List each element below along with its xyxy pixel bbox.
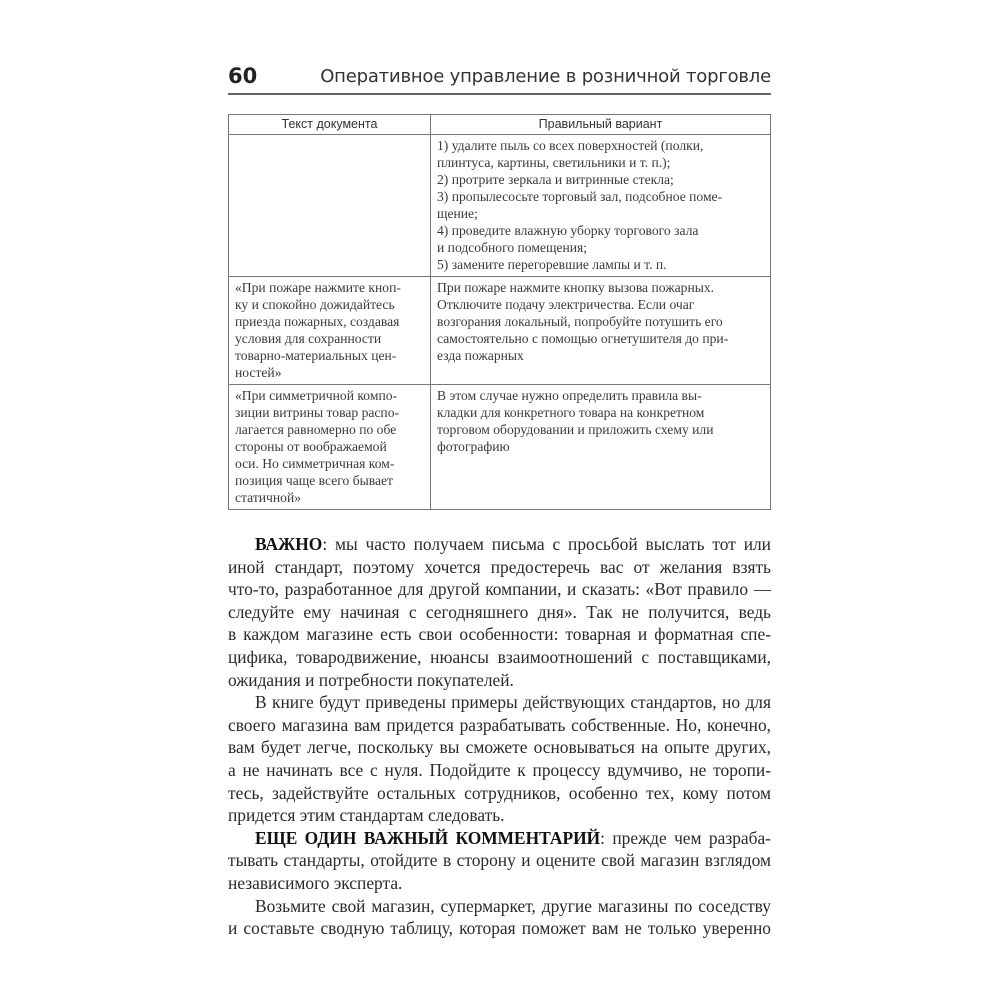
text-line: цифика, товародвижение, нюансы взаимоотношений с поставщиками, xyxy=(228,646,771,667)
text-line: в каждом магазине есть свои особенности: товарная и форматная спе- xyxy=(228,624,771,645)
cell-line: «При симметричной компо- xyxy=(235,388,398,403)
paragraph-important xyxy=(228,533,771,691)
cell-line: торговом оборудовании и приложить схему или xyxy=(437,422,714,437)
document-text-cell xyxy=(229,277,431,385)
cell-line: «При пожаре нажмите кноп- xyxy=(235,280,401,295)
cell-line: самостоятельно с помощью огнетушителя до при- xyxy=(437,331,729,346)
cell-line: 3) пропылесосьте торговый зал, подсобное поме- xyxy=(437,189,723,204)
paragraph-store-table xyxy=(228,895,771,940)
cell-line: стороны от воображаемой xyxy=(235,439,387,454)
cell-line: 5) замените перегоревшие лампы и т. п. xyxy=(437,257,667,272)
cell-line: кладки для конкретного товара на конкретном xyxy=(437,405,705,420)
bold-lead: ЕЩЕ ОДИН ВАЖНЫЙ КОММЕНТАРИЙ xyxy=(255,827,601,848)
text-line: что-то, разработанное для другой компании, и сказать: «Вот правило — xyxy=(228,579,771,600)
text-line: ожидания и потребности покупателей. xyxy=(228,669,514,690)
cell-line: позиция чаще всего бывает xyxy=(235,473,393,488)
correct-variant-cell xyxy=(431,135,771,277)
paragraph-examples xyxy=(228,691,771,827)
running-title: Оперативное управление в розничной торговле xyxy=(320,66,771,87)
text-line xyxy=(228,827,771,850)
cell-line: 4) проведите влажную уборку торгового зала xyxy=(437,223,699,238)
cell-line: возгорания локальный, попробуйте потушить его xyxy=(437,314,723,329)
page-number: 60 xyxy=(228,64,258,88)
column-header: Текст документа xyxy=(229,115,431,135)
cell-line: оси. Но симметричная ком- xyxy=(235,456,395,471)
document-text-cell xyxy=(229,135,431,277)
table-row xyxy=(229,385,771,510)
cell-line: и подсобного помещения; xyxy=(437,240,588,255)
cell-line: плинтуса, картины, светильники и т. п.); xyxy=(437,155,671,170)
cell-line: зиции витрины товар распо- xyxy=(235,405,400,420)
cell-line: Отключите подачу электричества. Если очаг xyxy=(437,297,695,312)
cell-line: 1) удалите пыль со всех поверхностей (полки, xyxy=(437,138,704,153)
table-row xyxy=(229,135,771,277)
cell-line: езда пожарных xyxy=(437,348,524,363)
paragraph-comment xyxy=(228,827,771,895)
table-header-row xyxy=(229,115,771,135)
text-line: вам будет легче, поскольку вы сможете основываться на опыте других, xyxy=(228,737,771,758)
text-line: и составьте сводную таблицу, которая поможет вам не только уверенно xyxy=(228,918,771,939)
cell-line: При пожаре нажмите кнопку вызова пожарных. xyxy=(437,280,715,295)
cell-line: фотографию xyxy=(437,439,510,454)
cell-line: В этом случае нужно определить правила вы- xyxy=(437,388,702,403)
text-line: тывать стандарты, отойдите в сторону и оцените свой магазин взглядом xyxy=(228,850,771,871)
correct-variant-cell xyxy=(431,277,771,385)
column-header: Правильный вариант xyxy=(431,115,771,135)
text-line: Возьмите свой магазин, супермаркет, другие магазины по соседству xyxy=(255,895,771,916)
cell-line: щение; xyxy=(437,206,478,221)
text-line: следуйте ему начиная с сегодняшнего дня». Так не получится, ведь xyxy=(228,601,771,622)
text-line: придется этим стандартам следовать. xyxy=(228,805,505,826)
cell-line: приезда пожарных, создавая xyxy=(235,314,400,329)
text-line: а не начинать все с нуля. Подойдите к процессу вдумчиво, не торопи- xyxy=(228,759,771,780)
text-line: независимого эксперта. xyxy=(228,872,403,893)
cell-line: товарно-материальных цен- xyxy=(235,348,397,363)
comparison-table xyxy=(228,114,771,510)
text-line: В книге будут приведены примеры действующих стандартов, но для xyxy=(255,692,771,713)
document-text-cell xyxy=(229,385,431,510)
bold-lead: ВАЖНО xyxy=(255,534,323,554)
text-line: своего магазина вам придется разрабатывать собственные. Но, конечно, xyxy=(228,714,771,735)
text-line xyxy=(228,533,771,556)
correct-variant-cell xyxy=(431,385,771,510)
text-line: иной стандарт, поэтому хочется предостеречь вас от желания взять xyxy=(228,556,771,577)
text-line: тесь, задействуйте остальных сотрудников, особенно тех, кому потом xyxy=(228,782,771,803)
header-rule xyxy=(228,93,771,95)
table-row xyxy=(229,277,771,385)
text-run: : прежде чем разраба- xyxy=(600,827,771,848)
text-run: : мы часто получаем письма с просьбой выслать тот или xyxy=(322,534,771,554)
body-text xyxy=(228,533,771,940)
cell-line: ностей» xyxy=(235,365,282,380)
cell-line: статичной» xyxy=(235,490,302,505)
cell-line: 2) протрите зеркала и витринные стекла; xyxy=(437,172,674,187)
cell-line: ку и спокойно дожидайтесь xyxy=(235,297,395,312)
cell-line: условия для сохранности xyxy=(235,331,382,346)
cell-line: лагается равномерно по обе xyxy=(235,422,397,437)
